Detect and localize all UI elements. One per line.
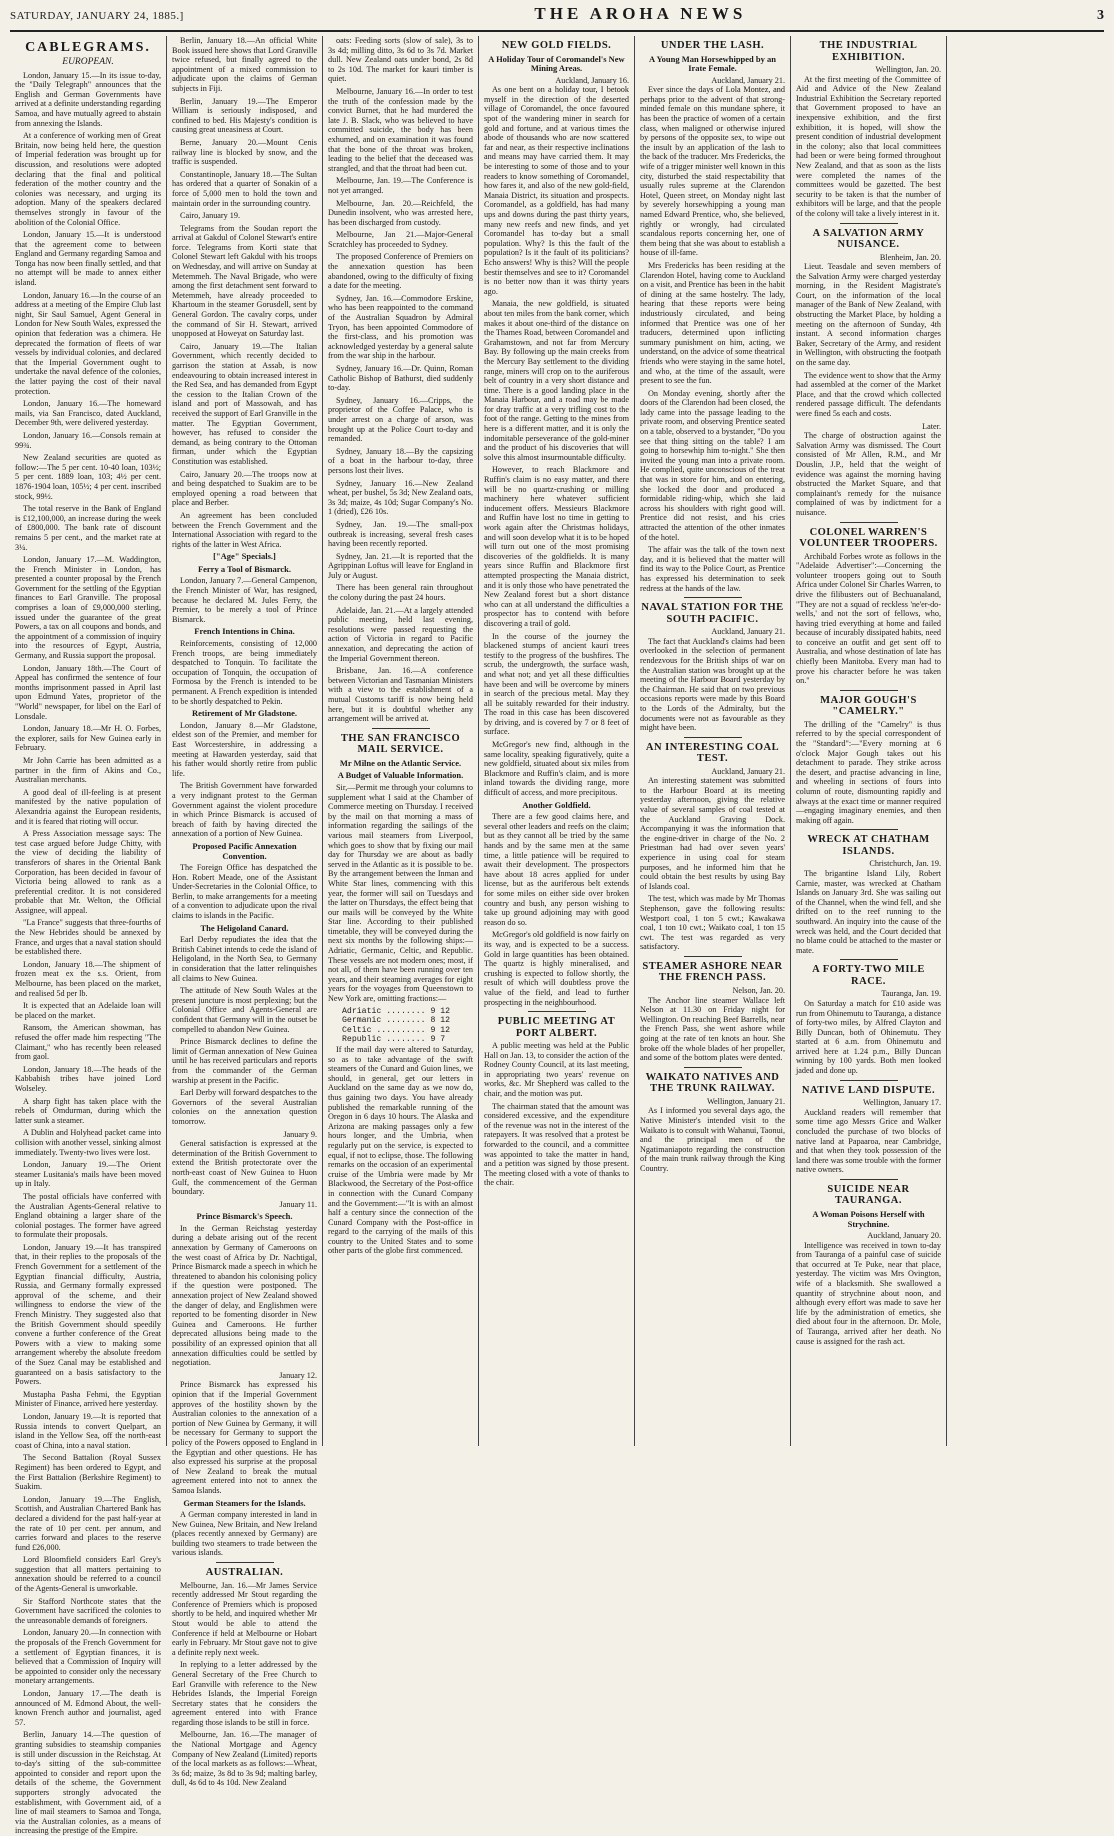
dateline: January 11. [279, 1199, 317, 1209]
article-subheading: A Young Man Horsewhipped by an Irate Female. [649, 53, 776, 74]
article-paragraph: In the German Reichstag yesterday during a debate arising out of the recent annexation by Germany of Cameroons on the west coast of Africa by Dr. Nachtigal, Prince Bismarck made a speech in which he threatened to abandon his colonising policy if the question were postponed. The annexation project of New Zealand showed the danger of delay, and Englishmen were reported to be fomenting disorder in New Guinea and Cameroons. He further deprecated allusions being made to the possibility of an expressed opinion that all annexation difficulties could be settled by negotiation. [172, 1223, 317, 1368]
article-headline: NAVAL STATION FOR THE SOUTH PACIFIC. [641, 602, 784, 625]
article-headline: PUBLIC MEETING AT PORT ALBERT. [497, 1016, 616, 1039]
article-headline: SUICIDE NEAR TAURANGA. [827, 1183, 910, 1207]
article-paragraph: Sir Stafford Northcote states that the Government have sacrificed the colonies to the unreasonable demands of foreigners. [15, 1596, 161, 1625]
steaming-table-row: Adriatic ........ 9 12 [342, 1006, 451, 1016]
article-paragraph: A sharp fight has taken place with the rebels of Omdurman, during which the latter sunk a steamer. [15, 1096, 161, 1125]
steaming-table-row: Celtic .......... 9 12 [342, 1025, 451, 1035]
section-divider [840, 522, 898, 523]
column-4 [478, 36, 634, 1446]
article-headline: STEAMER ASHORE NEAR THE FRENCH PASS. [642, 960, 783, 984]
article-paragraph: "La France" suggests that three-fourths of the New Hebrides should be annexed by France, and urges that a naval station should be established there. [15, 918, 161, 957]
article-paragraph: At a conference of working men of Great Britain, now being held here, the question of Imperial federation was brought up for discussion, and resolutions were adopted declaring that the final and political federation of the mother country and the colonies was necessary, and urging its adoption. Many of the speakers declared themselves strongly in favour of the abolition of the Colonial Office. [15, 131, 161, 227]
article-paragraph: An agreement has been concluded between the French Government and the International Association with regard to the rights of the latter in West Africa. [172, 510, 317, 549]
article-paragraph: London, January 16.—Consols remain at 99¾. [15, 430, 161, 450]
article-subheading: Retirement of Mr Gladstone. [192, 708, 297, 719]
dateline: January 12. [279, 1370, 317, 1380]
section-divider [684, 956, 742, 957]
article-paragraph: Sydney, Jan. 19.—The small-pox outbreak is increasing, several fresh cases having been recently reported. [328, 519, 473, 549]
section-divider [684, 597, 742, 598]
article-headline: UNDER THE LASH. [660, 40, 765, 51]
article-paragraph: London, January 15.—In its issue to-day, the "Daily Telegraph" announces that the English and German Governments have arrived at a definite understanding regarding Samoa, and have mutually agreed to abstain from annexing the Islands. [15, 70, 161, 128]
article-paragraph: Melbourne, Jan. 19.—The Conference is not yet arranged. [328, 176, 473, 195]
article-subheading: The Heligoland Canard. [200, 922, 289, 933]
article-subheading: French Intentions in China. [194, 626, 295, 637]
column-7 [946, 36, 1102, 1446]
article-paragraph: Melbourne, Jan. 16.—The manager of the National Mortgage and Agency Company of New Zealand (Limited) reports of the local markets as as follows:—Wheat, 3s 6d; maize, 3s 8d to 3s 9d; malting barley, dull, 4s 6d to 4s 10d. New Zealand [172, 1730, 317, 1788]
article-paragraph: Sydney, January 18.—By the capsizing of a boat in the harbour to-day, three persons lost their lives. [328, 446, 473, 475]
article-paragraph: In replying to a letter addressed by the General Secretary of the Free Church to Earl Granville with reference to the New Hebrides Islands, the Imperial Foreign Secretary states that he considers the agreement entered into with France regarding those islands to be still in force. [172, 1660, 317, 1727]
dateline: Wellington, January 17. [862, 1098, 941, 1108]
section-subhead: EUROPEAN. [62, 57, 114, 67]
masthead [10, 4, 1104, 32]
article-paragraph: There are a few good claims here, and several other leaders and reefs on the claim; but as they cannot all be tried by the same hands and by the same men at the same time, a little patience will be required to await their development. The prospectors have about 18 acres applied for under license, but as the auriferous belt extends for some miles on either side over broken country and bush, any person wishing to take up ground adjoining may with good reason do so. [484, 812, 629, 927]
article-paragraph: The test, which was made by Mr Thomas Stephenson, gave the following results: Westport coal, 1 ton 5 cwt.; Kawakawa coal, 1 ton 10 cwt.; Waikato coal, 1 ton 15 cwt. The test was regarded as very satisfactory. [640, 894, 785, 952]
article-paragraph: Mrs Fredericks has been residing at the Clarendon Hotel, having come to Auckland on a visit, and Prentice has been in the habit of dining at the same hostelry. The lady, hearing that these reports were being industriously circulated, and being informed that Prentice was one of her traducers, determined upon inflicting summary punishment on him, acting, we understand, on the advice of some theatrical friends who were staying in the same hotel, and who, at the time of the assault, were present to see the fun. [640, 260, 785, 386]
article-paragraph: If the mail day were altered to Saturday, so as to take advantage of the swift steamers of the Cunard and Guion lines, we should, in general, get our letters in Auckland on the same day as we now do, thus gaining two days. You have already published the remarkable running of the Oregon in 6 days 10 hours. The Alaska and Arizona are making passages only a few hours longer, and the Umbria, when regularly put on the service, is expected to equal, if not to eclipse, those. The following remarks on the occasion of an experimental cruise of the Umbria were made by Mr Blackwood, the Secretary of the Post-office in connection with the Cunard Company and the Government:—"It is with an almost half a century since the connection of the Cunard Company with the Post-office in regard to the carrying of the mails of this country to the United States and to some other parts of the globe first commenced. [328, 1045, 473, 1256]
article-paragraph: Melbourne, Jan. 16.—Mr James Service recently addressed Mr Stout regarding the Conference of Premiers which is proposed shortly to be held, and inquired whether Mr Stout would be able to attend the Conference if held at Melbourne or Hobart early in February. Mr Stout gave not to give a definite reply next week. [172, 1580, 317, 1657]
column-1 [10, 36, 166, 1836]
article-paragraph: The Foreign Office has despatched the Hon. Robert Meade, one of the Assistant Under-Secretaries in the Colonial Office, to Berlin, to make arrangements for a meeting of a convention to adjudicate upon the rival claims to islands in the Pacific. [172, 863, 317, 921]
dateline: Tauranga, Jan. 19. [881, 989, 941, 999]
article-paragraph: Intelligence was received in town to-day from Tauranga of a painful case of suicide that occurred at Te Puke, near that place, yesterday. The victim was Mrs Ovington, wife of a blacksmith. She swallowed a quantity of strychnine about noon, and although every effort was made to save her life by the administration of emetics, she died about four in the afternoon. Dr. Mole, of Tauranga, arrived after her death. No cause is assigned for the rash act. [796, 1240, 941, 1346]
article-paragraph: Adelaide, Jan. 21.—At a largely attended public meeting, held last evening, resolutions were passed requesting the action of Victoria in regard to Pacific annexation, and deprecating the action of the Imperial Government thereon. [328, 605, 473, 663]
article-headline: THE INDUSTRIAL EXHIBITION. [819, 40, 918, 63]
section-divider [216, 1562, 274, 1563]
article-paragraph: London, January 16.—The homeward mails, via San Francisco, dated Auckland, December 9th, were delivered yesterday. [15, 399, 161, 428]
article-paragraph: Berlin, January 14.—The question of granting subsidies to steamship companies is still under discussion in the Reichstag. At to-day's sitting of the sub-committee appointed to consider and report upon the details of the scheme, the Government supporters strongly advocated the establishment, with Government aid, of a line of mail steamers to Samoa and Tonga, via the Australian colonies, as a means of increasing the prestige of the Empire. [15, 1730, 161, 1836]
dateline: Blenheim, Jan. 20. [879, 252, 941, 262]
article-paragraph: A Press Association message says: The test case argued before Judge Chitty, with the view of deciding the liability of transferors of shares in the Oriental Bank Corporation, has been decided in favour of Victoria being allowed to rank as a preferential creditor. It is not considered probable that Mr. Welton, the Official Assignee, will appeal. [15, 829, 161, 915]
article-paragraph: London, January 18th.—The Court of Appeal has confirmed the sentence of four months imprisonment passed in April last upon Edmund Yates, proprietor of the "World" newspaper, for libel on the Earl of Lonsdale. [15, 663, 161, 721]
issue-date: SATURDAY, JANUARY 24, 1885.] [10, 10, 184, 22]
article-paragraph: At the first meeting of the Committee of Aid and Advice of the New Zealand Industrial Exhibition the Secretary reported that Government proposed to have an inexpensive exhibition, and the first exhibition, it is hoped, will show the present condition of industrial development in the colony; also that local committees had been or were being formed throughout New Zealand, and that as soon as the lists were completed the names of the committees would be gazetted. The best security to be taken is that the number of exhibitors will be large, and that the people of the colony will take a lively interest in it. [796, 74, 941, 218]
article-subheading: Ferry a Tool of Bismarck. [197, 563, 292, 574]
article-paragraph: Lord Bloomfield considers Earl Grey's suggestion that all matters pertaining to annexation should be referred to a council of the Agents-General is unworkable. [15, 1555, 161, 1594]
article-paragraph: It is expected that an Adelaide loan will be placed on the market. [15, 1001, 161, 1020]
article-subheading: German Steamers for the Islands. [183, 1497, 306, 1508]
article-headline: MAJOR GOUGH'S "CAMELRY." [820, 694, 917, 718]
article-paragraph: The proposed Conference of Premiers on the annexation question has been abandoned, owing to the difficulty of fixing a date for the meeting. [328, 252, 473, 291]
article-paragraph: Earl Derby will forward despatches to the Governors of the several Australian colonies on the annexation question tomorrow. [172, 1088, 317, 1126]
article-headline: AN INTERESTING COAL TEST. [645, 741, 780, 765]
steaming-table-row: Republic ........ 9 7 [342, 1035, 446, 1045]
dateline: January 9. [283, 1129, 317, 1139]
article-paragraph: A German company interested in land in New Guinea, New Britain, and New Ireland (places recently annexed by Germany) are building two steamers to trade between the various islands. [172, 1510, 317, 1558]
article-paragraph: The brigantine Island Lily, Robert Carnie, master, was wrecked at Chatham Islands on January 3rd. She was sailing out of the Channel, when the wind fell, and she drifted on to the reef running to the southward. An inquiry into the cause of the wreck was held, and the Court decided that no blame could be attached to the master or mate. [796, 868, 941, 955]
article-paragraph: A good deal of ill-feeling is at present manifested by the native population of Alexandria against the European residents, and it is feared that rioting will occur. [15, 787, 161, 826]
section-divider [528, 1011, 586, 1012]
article-paragraph: However, to reach Blackmore and Ruffin's claim is no easy matter, and there will be no quartz-crushing or milling machinery here whatever sufficient inducement offers. Messieurs Blackmore and Ruffin have lost no time in getting to work again after the Christmas holidays, and will soon develop what it is to be hoped will turn out one of the most promising discoveries of the goldfields. It is many years since Ruffin and Blackmore first attempted prospecting the Manaia district, and it is only those who have penetrated the New Zealand forest but a short distance who can at all understand the difficulties a prospector has to contend with before discovering a trail of gold. [484, 465, 629, 628]
article-headline: NEW GOLD FIELDS. [501, 40, 612, 51]
column-6 [790, 36, 946, 1446]
section-divider [840, 223, 898, 224]
article-subheading: Mr Milne on the Atlantic Service. [339, 757, 462, 768]
article-paragraph: McGregor's old goldfield is now fairly on its way, and is expected to be a success. Gold in large quantities has been obtained. The quartz is highly mineralised, and crushing is expected to follow shortly, the result of which will doubtless prove the value of the field, and lead to further prospecting in the neighbourhood. [484, 930, 629, 1007]
article-paragraph: Prince Bismarck has expressed his opinion that if the Imperial Government approves of the hostility shown by the Australian colonies to the annexation of a portion of New Guinea by Germany, it will be necessary for Germany to support the policy of the Powers opposed to England in the Egyptian and other questions. He has also expressed his surprise at the proposal of New Zealand to break the mutual agreement entered into not to annex the Samoa Islands. [172, 1380, 317, 1495]
article-paragraph: The postal officials have conferred with the Australian Agents-General relative to England obtaining a larger share of the colonial postages. The former have agreed to formulate their proposals. [15, 1191, 161, 1240]
article-paragraph: London, January 15.—It is understood that the agreement come to between England and Germany regarding Samoa and Tonga has now been finally settled, and that no attempt will be made to annex either island. [15, 230, 161, 288]
article-headline: CABLEGRAMS. [25, 40, 151, 55]
dateline: Auckland, January 20. [867, 1231, 941, 1241]
article-paragraph: Ransom, the American showman, has refused the offer made him respecting "The Claimant," who has recently been released from gaol. [15, 1023, 161, 1062]
article-paragraph: New Zealand securities are quoted as follow:—The 5 per cent. 10-40 loan, 103½; 5 per cent. 1889 loan, 103; 4½ per cent. 1876-1904 loan, 105½; 4 per cent. inscribed stock, 99½. [15, 453, 161, 501]
section-divider [372, 728, 430, 729]
article-paragraph: On Saturday a match for £10 aside was run from Ohinemutu to Tauranga, a distance of forty-two miles, by Alfred Clayton and Billy Duncan, both of Ohinemutu. They started at 6 a.m. from Ohinemutu and arrived here at 1.24 p.m., Billy Duncan winning by 100 yards. Both men looked jaded and done up. [796, 998, 942, 1076]
article-paragraph: Berlin, January 18.—An official White Book issued here shows that Lord Granville twice refused, but finally agreed to the appointment of a mixed commission to adjudicate upon the claims of German subjects in Fiji. [172, 36, 317, 93]
section-divider [840, 959, 898, 960]
dateline: Wellington, Jan. 20. [875, 65, 941, 74]
article-paragraph: A public meeting was held at the Public Hall on Jan. 13, to consider the action of the Rodney County Council, at its last meeting, in appropriating two years' revenue on works, &c. Mr Shepherd was called to the chair, and the motion was put. [484, 1041, 629, 1099]
article-paragraph: London, January 17.—The death is announced of M. Edmond About, the well-known French author and journalist, aged 57. [15, 1689, 161, 1727]
article-paragraph: Lieut. Teasdale and seven members of the Salvation Army were charged yesterday morning, in the Resident Magistrate's Court, on the information of the local manager of the Bank of New Zealand, with obstructing the Market Place, by holding a meeting on the afternoon of Sunday, 4th instant. A second information charges Baker, Secretary of the Army, and resident in Wellington, with obstructing the footpath on the same day. [796, 262, 941, 368]
article-paragraph: Cairo, January 19. [180, 211, 241, 221]
article-headline: AUSTRALIAN. [205, 1567, 284, 1579]
dateline: Auckland, January 21. [711, 75, 785, 85]
article-paragraph: London, January 7.—General Campenon, the French Minister of War, has resigned, because he declared M. Jules Ferry, the Premier, to be merely a tool of Prince Bismarck. [172, 576, 317, 624]
article-subheading: A Budget of Valuable Information. [337, 770, 464, 781]
article-paragraph: The drilling of the "Camelry" is thus referred to by the special correspondent of the "Standard":—"Every morning at 6 o'clock Major Gough takes out his detachment to parade. They strike across the desert, and practise advancing in line, and wheeling in sections of fours into column of route, dismounting rapidly and always at the exact time or manner required—engaging imaginary enemies, and then making off again. [796, 719, 941, 825]
article-paragraph: Berne, January 20.—Mount Cenis railway line is blocked by snow, and the traffic is suspended. [172, 137, 317, 167]
article-headline: WRECK AT CHATHAM ISLANDS. [807, 834, 930, 857]
article-paragraph: London, January 19.—It has transpired that, in their replies to the proposals of the French Government for a settlement of the Egyptian financial difficulty, Austria, Russia, and Germany formally expressed approval of the scheme, and their willingness to endorse the view of the French Ministry. They suggested also that the British Government should speedily convene a further conference of the Great Powers with a view to making some arrangement whereby the absolute freedom of the Suez Canal may be established and guaranteed on a basis satisfactory to the Powers. [15, 1242, 161, 1387]
page-number: 3 [1096, 8, 1104, 23]
article-headline: COLONEL WARREN'S VOLUNTEER TROOPERS. [799, 526, 938, 550]
article-paragraph: The affair was the talk of the town next day, and it is believed that the matter will find its way to the Police Court, as Prentice has expressed his determination to seek redress at the hands of the law. [640, 545, 785, 593]
article-paragraph: Mustapha Pasha Fehmi, the Egyptian Minister of Finance, arrived here yesterday. [15, 1389, 161, 1409]
columns [10, 36, 1104, 1836]
dateline: Wellington, January 21. [706, 1096, 785, 1106]
dateline: Auckland, January 21. [711, 627, 785, 637]
article-paragraph: On Monday evening, shortly after the doors of the Clarendon had been closed, the lady came into the passage leading to the private room, and observing Prentice seated on a table, observed to a bystander, "Do you see that thing sitting on the table? I am going to horsewhip him to-night." She then invited the young man into a private room. He complied, quite unconscious of the treat that was in store for him, and on entering, she locked the door and produced a formidable riding-whip, which she laid across his shoulders with right good will. Prentice did not resist, and his cries attracted the attention of the other inmates of the hotel. [640, 388, 785, 542]
article-paragraph: Cairo, January 20.—The troops now at and being despatched to Suakim are to be employed opening a road between that place and Berber. [172, 469, 317, 508]
article-headline: A FORTY-TWO MILE RACE. [812, 964, 925, 987]
article-paragraph: London, January 19.—It is reported that Russia intends to convert Quelpart, an island in the Yellow Sea, off the north-east coast of China, into a naval station. [15, 1411, 161, 1450]
article-paragraph: The evidence went to show that the Army had assembled at the corner of the Market Place, and that the crowd which collected rendered passage difficult. The defendants were fined 5s each and costs. [796, 370, 941, 418]
article-paragraph: Constantinople, January 18.—The Sultan has ordered that a quarter of Sonakin of a force of 5,000 men to hold the town and maintain order in the surrounding country. [172, 169, 317, 208]
article-paragraph: There has been general rain throughout the colony during the past 24 hours. [328, 583, 473, 603]
article-paragraph: Earl Derby repudiates the idea that the British Cabinet intends to cede the island of Heligoland, in the North Sea, to Germany in consideration that the latter relinquishes all claims to New Guinea. [172, 935, 317, 983]
section-divider [684, 1067, 742, 1068]
article-paragraph: London, January 18.—The shipment of frozen meat ex the s.s. Orient, from Melbourne, has been placed on the market, and realised 5d per lb. [15, 959, 161, 998]
article-paragraph: McGregor's new find, although in the same locality, speaking figuratively, quite a new goldfield, situated about six miles from Blackmore and Ruffin's claim, and is more inland towards the dividing range, more difficult of access, and more precipitous. [484, 740, 629, 798]
section-divider [840, 829, 898, 830]
article-paragraph: Sydney, January 16.—Dr. Quinn, Roman Catholic Bishop of Bathurst, died suddenly to-day. [328, 364, 473, 393]
section-divider [840, 1179, 898, 1180]
article-paragraph: The British Government have forwarded a very indignant protest to the German Government against the violent procedure in which Prince Bismarck is accused of breach of faith by having directed the annexation of a portion of New Guinea. [172, 781, 317, 839]
article-paragraph: Berlin, January 19.—The Emperor William is seriously indisposed, and confined to bed. His Majesty's condition is causing great uneasiness at Court. [172, 96, 317, 135]
article-subheading: Another Goldfield. [522, 799, 591, 810]
column-5 [634, 36, 790, 1446]
newspaper-title: THE AROHA NEWS [534, 4, 747, 23]
article-paragraph: London, January 8.—Mr Gladstone, eldest son of the Premier, and member for East Worcestershire, in addressing a meeting at Hawarden yesterday, said that his father would shortly retire from public life. [172, 720, 317, 778]
article-paragraph: The attitude of New South Wales at the present juncture is most perplexing; but the Colonial Office and Agents-General are confident that Germany will in the outset be compelled to abandon New Guinea. [172, 986, 317, 1034]
article-paragraph: London, January 19.—The English, Scottish, and Australian Chartered Bank has declared a dividend for the past half-year at the rate of 10 per cent. per annum, and carries forward and places to the reserve fund £26,000. [15, 1494, 161, 1552]
article-paragraph: Mr John Carrie has been admitted as a partner in the firm of Akins and Co., Australian merchants. [15, 755, 161, 785]
dateline: Christchurch, Jan. 19. [869, 859, 941, 869]
article-subheading: A Woman Poisons Herself with Strychnine. [812, 1208, 925, 1229]
section-divider [840, 690, 898, 691]
article-paragraph: Prince Bismarck declines to define the limit of German annexation of New Guinea until he has received particulars and reports from the commander of the German warship at present in the Pacific. [172, 1037, 317, 1085]
article-paragraph: London, January 17.—M. Waddington, the French Minister in London, has presented a counter proposal by the French Government for the settling of the Egyptian finances to Earl Granville. The proposal comprises a loan of £9,000,000 sterling, issued under the guarantee of the great Powers, a tax on all coupons and bonds, and the appointment of a commission of inquiry into the resources of Egypt, Austria, Germany, and Russia support the proposal. [15, 555, 161, 661]
article-paragraph: Auckland readers will remember that some time ago Messrs Grice and Walker concluded the purchase of two blocks of native land at Papaaroa, near Cambridge, and that when they took possession of the land there was some trouble with the former native owners. [796, 1107, 941, 1175]
article-paragraph: London, January 20.—In connection with the proposals of the French Government for a settlement of Egyptian finances, it is believed that a Commission of Inquiry will be appointed to consider only the necessary monetary arrangements. [15, 1628, 161, 1686]
article-paragraph: The Anchor line steamer Wallace left Nelson at 11.30 on Friday night for Wellington. On reaching Beef Barrells, near the French Pass, she went ashore while going at the rate of ten knots an hour. She broke off the whole blades of her propeller, and some of the bottom plates were dented. [640, 995, 785, 1063]
article-paragraph: Sydney, Jan. 16.—Commodore Erskine, who has been reappointed to the command of the Australian Squadron by Admiral Tryon, has been appointed Commodore of the first-class, and his promotion was acknowledged yesterday by a general salute from the war ship in the harbour. [328, 293, 473, 361]
article-subheading: A Holiday Tour of Coromandel's New Mining Areas. [488, 53, 625, 74]
dateline: Auckland, January 21. [711, 766, 785, 776]
steaming-table-row: Germanic ........ 8 12 [342, 1016, 451, 1026]
article-paragraph: Brisbane, Jan. 16.—A conference between Victorian and Tasmanian Ministers with a view to the establishment of a mutual Customs tariff is now being held here, but it is doubtful whether any arrangement will be arrived at. [328, 666, 473, 724]
article-paragraph: Sir,—Permit me through your columns to supplement what I said at the Chamber of Commerce meeting on Thursday. I received by the mail on that morning a mass of information regarding the sailings of the various mail steamers from Liverpool, which goes to show that by fixing our mail day for Thursday we are about as badly served in the Atlantic as it is possible to be. By the arrangement between the Inman and White Star lines, commencing with this year, the former will sail on Tuesdays and the latter on Thursdays, the effect being that our mails will be conveyed by the White Star line. According to their published timetable, they will be conveyed during the next six months by the following ships:—Adriatic, Germanic, Celtic, and Republic. These vessels are not modern ones; most, if not all, of them have been running over ten years, and their steaming averages for eight years for the voyages from Queenstown to New York are, omitting fractions:— [328, 782, 473, 1004]
article-paragraph: As I informed you several days ago, the Native Minister's intended visit to the Waikato is to consult with Wahanui, Taonui, and the principal men of the Ngatimaniapoto regarding the construction of the main trunk railway through the King Country. [640, 1106, 785, 1173]
article-paragraph: Melbourne, January 16.—In order to test the truth of the confession made by the convict Burnet, that he had murdered the late J. B. Slack, who was believed to have committed suicide, the body has been exhumed, and on examination it was found that the bone of the throat was broken, leading to the belief that the deceased was strangled, and that the throat had been cut. [328, 86, 473, 173]
article-paragraph: The total reserve in the Bank of England is £12,100,000, an increase during the week of £800,000. The bank rate of discount remains 5 per cent., and the market rate at 3¼. [15, 504, 161, 552]
article-paragraph: London, January 19.—The Orient steamer Lusitania's mails have been moved up in Italy. [15, 1160, 161, 1189]
article-subheading: ["Age" Specials.] [213, 551, 276, 562]
article-paragraph: Reinforcements, consisting of 12,000 French troops, are being immediately despatched to Tonquin. To facilitate the occupation of Tonquin, the occupation of Formosa by the French is intended to be permanent. A French expedition is intended to be shortly despatched to Pekin. [172, 639, 317, 706]
article-paragraph: A Dublin and Holyhead packet came into collision with another vessel, sinking almost immediately. Twenty-two lives were lost. [15, 1128, 161, 1157]
article-paragraph: London, January 18.—The heads of the Kabbabish tribes have joined Lord Wolseley. [15, 1064, 161, 1093]
article-headline: A SALVATION ARMY NUISANCE. [812, 227, 925, 250]
article-paragraph: An interesting statement was submitted to the Harbour Board at its meeting yesterday afternoon, giving the relative value of several samples of coal tested at the Auckland Graving Dock. Accompanying it was the information that the engine-driver in charge of the No. 2 Priestman had had over seven years' experience in using coal for steam purposes, and he informed him that he could obtain the best results by using Bay of Islands coal. [640, 776, 785, 891]
article-paragraph: The fact that Auckland's claims had been overlooked in the selection of permanent rendezvous for the British ships of war on the Australian station was brought up at the meeting of the Harbour Board yesterday by the Chairman. He said that on two previous occasions reports were made by this Board to the Lords of the Admiralty, but the documents were not as favourable as they might have been. [640, 636, 785, 733]
article-paragraph: Sydney, January 16.—New Zealand wheat, per bushel, 5s 3d; New Zealand oats, 3s 3d; maize, 4s 10d; Sugar Company's No. 1 (dried), £26 10s. [328, 478, 473, 517]
article-paragraph: Melbourne, Jan 21.—Major-General Scratchley has proceeded to Sydney. [328, 230, 473, 249]
article-paragraph: Sydney, Jan. 21.—It is reported that the Agrippinan Loftus will leave for England in July or August. [328, 551, 473, 580]
article-paragraph: London, January 16.—In the course of an address at a meeting of the Empire Club last night, Sir Saul Samuel, Agent General in London for New South Wales, expressed the opinion that federation was a chimera. He deprecated the formation of fleets of war vessels by individual colonies, and declared that the Imperial Government ought to undertake the naval defence of the colonies, the latter paying the cost of their naval protection. [15, 290, 161, 396]
article-paragraph: Telegrams from the Soudan report the arrival at Gakdul of Colonel Stewart's entire force. Telegrams from Korti state that Colonel Stewart left Gakdul with his troops on Wednesday, and will arrive on Sunday at Metemmeh. The Naval Brigade, who were among the first detachment sent forward to Metemmeh, have already proceeded to Khartoum in the steamer Gorusdell, sent by General Gordon. The cavalry corps, under the command of Sir H. Stewart, arrived unopposed at Howeyat on Saturday last. [172, 223, 317, 339]
column-2 [166, 36, 322, 1788]
article-paragraph: London, January 18.—Mr H. O. Forbes, the explorer, sails for New Guinea early in February. [15, 724, 161, 753]
article-paragraph: oats: Feeding sorts (slow of sale), 3s to 3s 4d; milling ditto, 3s 6d to 3s 7d. Market dull. New Zealand oats under bond, 2s 8d to 2s 10d. The market for kauri timber is quiet. [328, 36, 473, 84]
article-paragraph: The Second Battalion (Royal Sussex Regiment) has been ordered to Egypt, and the First Battalion (Berkshire Regiment) to Suakim. [15, 1453, 161, 1492]
article-paragraph: General satisfaction is expressed at the determination of the British Government to extend the British protectorate over the north-east coast of New Guinea to Huon Gulf, the commencement of the German boundary. [172, 1139, 317, 1197]
article-paragraph: Sydney, January 16.—Cripps, the proprietor of the Coffee Palace, who is under arrest on a charge of arson, was brought up at the Police Court to-day and remanded. [328, 395, 473, 444]
dateline: Later. [922, 421, 941, 431]
section-divider [840, 1080, 898, 1081]
article-subheading: Proposed Pacific Annexation Convention. [192, 840, 297, 861]
article-subheading: Prince Bismarck's Speech. [196, 1211, 293, 1222]
article-paragraph: Melbourne, Jan. 20.—Reichfeld, the Dunedin insolvent, who was arrested here, has been discharged from custody. [328, 198, 473, 227]
article-paragraph: Cairo, January 19.—The Italian Government, which recently decided to garrison the station at Assab, is now endeavouring to obtain increased interest in the Red Sea, and has demanded from Egypt the cession to the Italian Crown of the island and port of Massowah, and has received the support of Earl Granville in the matter. The Egyptian Government, however, has refused to consider the demand, as being contrary to the Ottoman firman, under which the Egyptian Constitution was established. [172, 341, 317, 466]
dateline: Auckland, January 16. [555, 75, 629, 85]
article-paragraph: In the course of the journey the blackened stumps of ancient kauri trees testify to the progress of the bushfires. The scrub, the undergrowth, the surface wash, and what not; and yet all these difficulties have been and will be overcome by miners in search of the precious metal. May they all be suitably rewarded for their industry. The road in this case has been discovered by driving, and is covered by 7 or 8 feet of surface. [484, 631, 629, 737]
article-headline: WAIKATO NATIVES AND THE TRUNK RAILWAY. [645, 1071, 780, 1095]
article-paragraph: The chairman stated that the amount was considered excessive, and the expenditure of the revenue was not in the interest of the ratepayers. It was resolved that a protest be forwarded to the council, and a committee was appointed to take the matter in hand, and a petition was signed by those present. The meeting closed with a vote of thanks to the chair. [484, 1101, 629, 1188]
article-paragraph: Ever since the days of Lola Montez, and perhaps prior to the advent of that strong-minded female on this mundane sphere, it has been the practice of women of a certain class, when maligned or otherwise injured by persons of the opposite sex, to wipe out the insult by an application of the lash to the back of the traducer. Mrs Fredericks, the wife of a trigger minister well known in this city, disturbed the staid respectability that usually rules supreme at the Clarendon Hotel, Queen street, on Monday night last by severely horsewhipping a young man named Edward Prentice, who, she believed, rightly or wrongly, had circulated scandalous reports concerning her, one of them being that she was about to establish a house of ill-fame. [640, 85, 785, 258]
article-paragraph: Manaia, the new goldfield, is situated about ten miles from the bank corner, which makes it about one-third of the distance on the Thames Road, between Coromandel and Grahamstown, and not far from Mercury Bay. By following up the main creeks from the Mercury Bay settlement to the dividing range, miners will crop on to the auriferous belt of country in a very short distance and time. There is a good landing place in the Manaia Harbour, and a road may be made for dray traffic at a very trifling cost to the foot of the range. Getting to the mines from here is a different matter, and it is only the indomitable perseverance of the gold-miner and the product of his discoveries that will solve this almost insurmountable difficulty. [484, 299, 629, 462]
dateline: Nelson, Jan. 20. [732, 985, 785, 995]
article-paragraph: The charge of obstruction against the Salvation Army was dismissed. The Court consisted of Mr Allen, R.M., and Mr Douslin, J.P., held that the weight of evidence was against the morning having obstructed the Market Square, and that complainant's remedy for the nuisance complained of was by indictment for a nuisance. [796, 431, 941, 517]
article-paragraph: As one bent on a holiday tour, I betook myself in the direction of the deserted village of Coromandel, the once favoured spot of the wandering miner in search for gold and fortune, and at various times the abode of thousands who are now scattered far and near, as their respective inclinations and means may have carried them. It may be interesting to some of those and to your readers to know something of Coromandel, how fares it, and also of the new gold-field, Manaia District, its situation and prospects. Coromandel, as a goldfield, has had many ups and downs during the past thirty years, many new reefs and new finds, and yet Coromandel has to-day but a small population. Why? Is this the fault of the population? Is it the fault of its politicians? Echo answers! Why is this? Will the people bestir themselves and see to it? Coromandel is no better now than it was thirty years ago. [484, 85, 629, 296]
section-divider [684, 737, 742, 738]
article-headline: NATIVE LAND DISPUTE. [801, 1084, 936, 1096]
column-3 [322, 36, 478, 1446]
article-headline: THE SAN FRANCISCO MAIL SERVICE. [340, 732, 461, 756]
article-paragraph: Archibald Forbes wrote as follows in the "Adelaide Advertiser":—Concerning the volunteer troopers going out to South Africa under Colonel Sir Charles Warren, to drive the filibusters out of Bechuanaland, "They are not a squad of reckless 'ne'er-do-wells,' and not the sort of fellows, who, having tried everything at home and failed because of incurably dissipated habits, need to conceive an outfit and get sent off to Australia, and whose destination of late has chiefly been Manitoba. Every man had to prove his character before he was taken on." [796, 551, 941, 686]
